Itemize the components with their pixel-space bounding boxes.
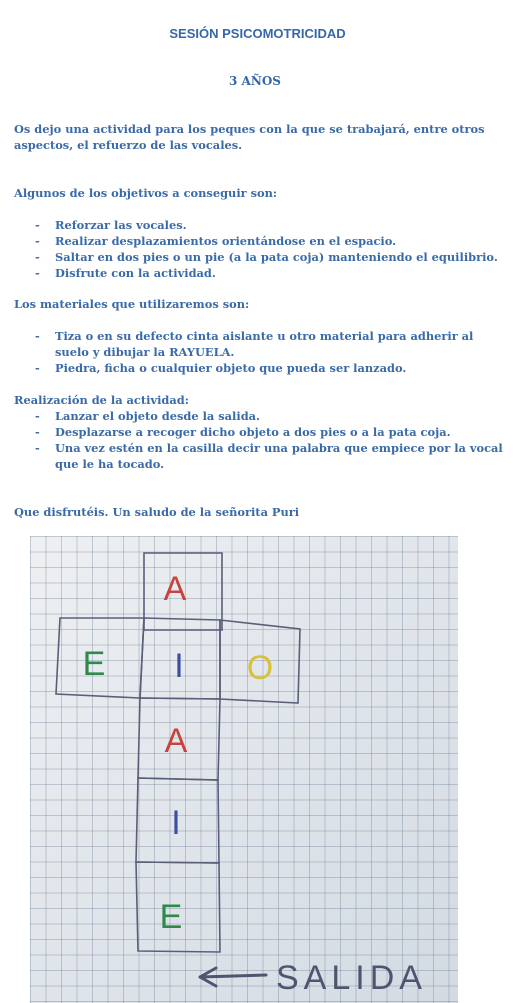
hopscotch-letter-left: E	[82, 645, 106, 683]
activity-steps-list	[14, 408, 506, 472]
materials-list	[14, 328, 506, 376]
activity-heading: Realización de la actividad:	[14, 393, 189, 407]
hopscotch-letter-top: A	[163, 570, 187, 608]
document-subtitle: 3 AÑOS	[229, 74, 281, 88]
objectives-heading: Algunos de los objetivos a conseguir son:	[14, 186, 278, 200]
hopscotch-drawing	[30, 536, 458, 1003]
list-item: - Desplazarse a recoger dicho objeto a dos pies o a la pata coja.	[14, 424, 506, 440]
list-item: - Una vez estén en la casilla decir una palabra que empiece por la vocal que le ha tocado.	[14, 440, 506, 472]
arrow-icon	[200, 968, 266, 986]
hopscotch-letter-right: O	[246, 649, 274, 687]
hopscotch-letter-bottom: E	[159, 898, 183, 936]
list-item: - Disfrute con la actividad.	[14, 265, 506, 281]
hopscotch-letter-lower: I	[171, 804, 181, 842]
list-item: - Tiza o en su defecto cinta aislante u otro material para adherir al suelo y dibujar la RAYUELA.	[14, 328, 506, 360]
start-label: SALIDA	[276, 959, 427, 997]
intro-paragraph: Os dejo una actividad para los peques con la que se trabajará, entre otros aspectos, el refuerzo de las vocales.	[14, 122, 485, 152]
list-item: - Piedra, ficha o cualquier objeto que pueda ser lanzado.	[14, 360, 506, 376]
start-arrow	[200, 968, 266, 986]
hopscotch-letters	[83, 570, 274, 936]
hopscotch-photo	[30, 536, 458, 1003]
closing-text: Que disfrutéis. Un saludo de la señorita Puri	[14, 505, 300, 519]
hopscotch-letter-center: I	[174, 647, 184, 685]
document-title: SESIÓN PSICOMOTRICIDAD	[169, 26, 346, 41]
list-item: - Reforzar las vocales.	[14, 217, 506, 233]
list-item: - Lanzar el objeto desde la salida.	[14, 408, 506, 424]
materials-heading: Los materiales que utilizaremos son:	[14, 297, 250, 311]
list-item: - Saltar en dos pies o un pie (a la pata coja) manteniendo el equilibrio.	[14, 249, 506, 265]
hopscotch-letter-middle: A	[164, 722, 188, 760]
list-item: - Realizar desplazamientos orientándose en el espacio.	[14, 233, 506, 249]
objectives-list	[14, 217, 506, 281]
